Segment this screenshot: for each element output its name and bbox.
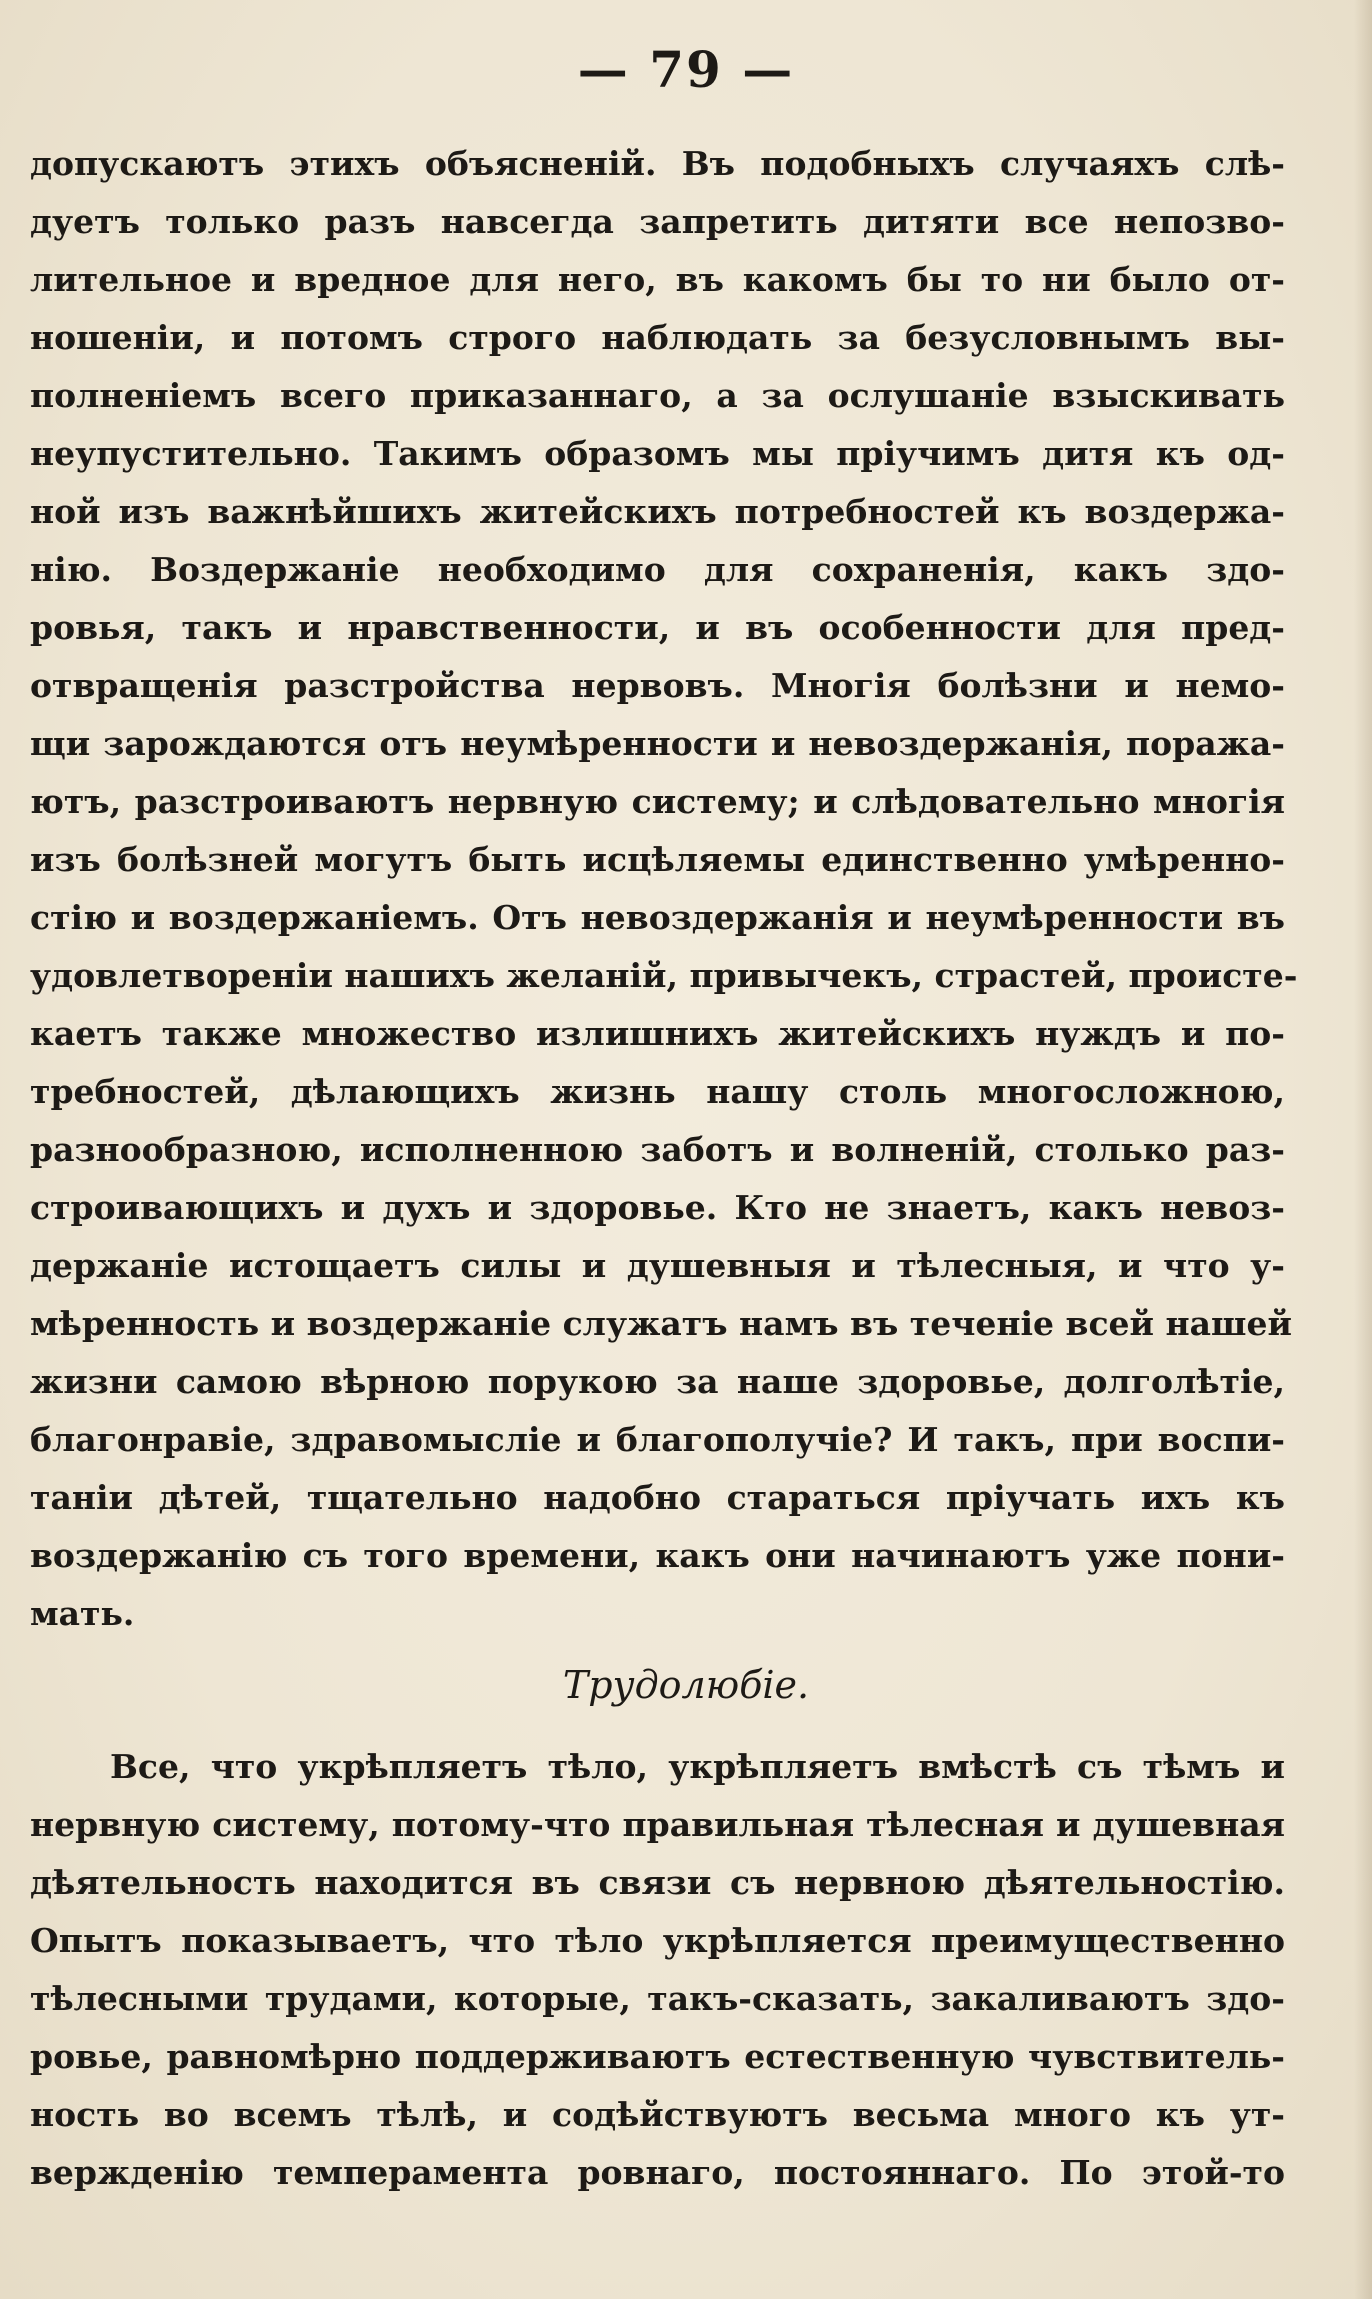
text-line: щи зарождаются отъ неумѣренности и невоздержанія, поража- (30, 724, 1285, 763)
section-heading: Трудолюбіе. (562, 1663, 810, 1707)
text-line: держаніе истощаетъ силы и душевныя и тѣлесныя, и что у- (30, 1246, 1285, 1285)
paragraph-diligence (30, 1738, 1285, 2202)
text-line: ношеніи, и потомъ строго наблюдать за безусловнымъ вы- (30, 318, 1285, 357)
text-line: ность во всемъ тѣлѣ, и содѣйствуютъ весьма много къ ут- (30, 2095, 1285, 2134)
text-line: дѣятельность находится въ связи съ нервною дѣятельностію. (30, 1863, 1285, 1902)
text-line: таніи дѣтей, тщательно надобно стараться пріучать ихъ къ (30, 1478, 1285, 1517)
text-line: Все, что укрѣпляетъ тѣло, укрѣпляетъ вмѣстѣ съ тѣмъ и (110, 1747, 1285, 1786)
text-line: строивающихъ и духъ и здоровье. Кто не знаетъ, какъ невоз- (30, 1188, 1285, 1227)
text-line: отвращенія разстройства нервовъ. Многія болѣзни и немо- (30, 666, 1285, 705)
text-line: полненіемъ всего приказаннаго, а за ослушаніе взыскивать (30, 376, 1285, 415)
text-line: разнообразною, исполненною заботъ и волненій, столько раз- (30, 1130, 1285, 1169)
paragraph-abstinence (30, 135, 1298, 1643)
text-line: жизни самою вѣрною порукою за наше здоровье, долголѣтіе, (30, 1362, 1285, 1401)
page-number: — 79 — (577, 40, 795, 99)
text-line: требностей, дѣлающихъ жизнь нашу столь многосложною, (30, 1072, 1285, 1111)
text-line: каетъ также множество излишнихъ житейскихъ нуждъ и по- (30, 1014, 1285, 1053)
text-line: удовлетвореніи нашихъ желаній, привычекъ, страстей, проистe- (30, 956, 1298, 995)
text-line: воздержанію съ того времени, какъ они начинаютъ уже пони- (30, 1536, 1285, 1575)
text-line: ютъ, разстроиваютъ нервную систему; и слѣдовательно многія (30, 782, 1285, 821)
text-line: стію и воздержаніемъ. Отъ невоздержанія и неумѣренности въ (30, 898, 1285, 937)
text-line: мать. (30, 1594, 135, 1633)
text-line: изъ болѣзней могутъ быть исцѣляемы единственно умѣренно- (30, 840, 1285, 879)
text-line: тѣлесными трудами, которые, такъ-сказать, закаливаютъ здо- (30, 1979, 1285, 2018)
text-line: Опытъ показываетъ, что тѣло укрѣпляется преимущественно (30, 1921, 1285, 1960)
text-line: лительное и вредное для него, въ какомъ бы то ни было от- (30, 260, 1285, 299)
text-line: мѣренность и воздержаніе служатъ намъ въ теченіе всей нашей (30, 1304, 1292, 1343)
text-line: ровье, равномѣрно поддерживаютъ естественную чувствитель- (30, 2037, 1285, 2076)
text-line: вержденію темперамента ровнаго, постояннаго. По этой-то (30, 2153, 1285, 2192)
text-line: допускаютъ этихъ объясненій. Въ подобныхъ случаяхъ слѣ- (30, 144, 1285, 183)
text-line: дуетъ только разъ навсегда запретить дитяти все непозво- (30, 202, 1285, 241)
text-line: ной изъ важнѣйшихъ житейскихъ потребностей къ воздержа- (30, 492, 1285, 531)
text-line: нію. Воздержаніе необходимо для сохраненія, какъ здо- (30, 550, 1285, 589)
text-line: неупустительно. Такимъ образомъ мы пріучимъ дитя къ од- (30, 434, 1285, 473)
text-line: ровья, такъ и нравственности, и въ особенности для пред- (30, 608, 1285, 647)
text-line: нервную систему, потому-что правильная тѣлесная и душевная (30, 1805, 1285, 1844)
page-edge-shadow (1354, 0, 1372, 2299)
text-line: благонравіе, здравомысліе и благополучіе? И такъ, при воспи- (30, 1420, 1285, 1459)
